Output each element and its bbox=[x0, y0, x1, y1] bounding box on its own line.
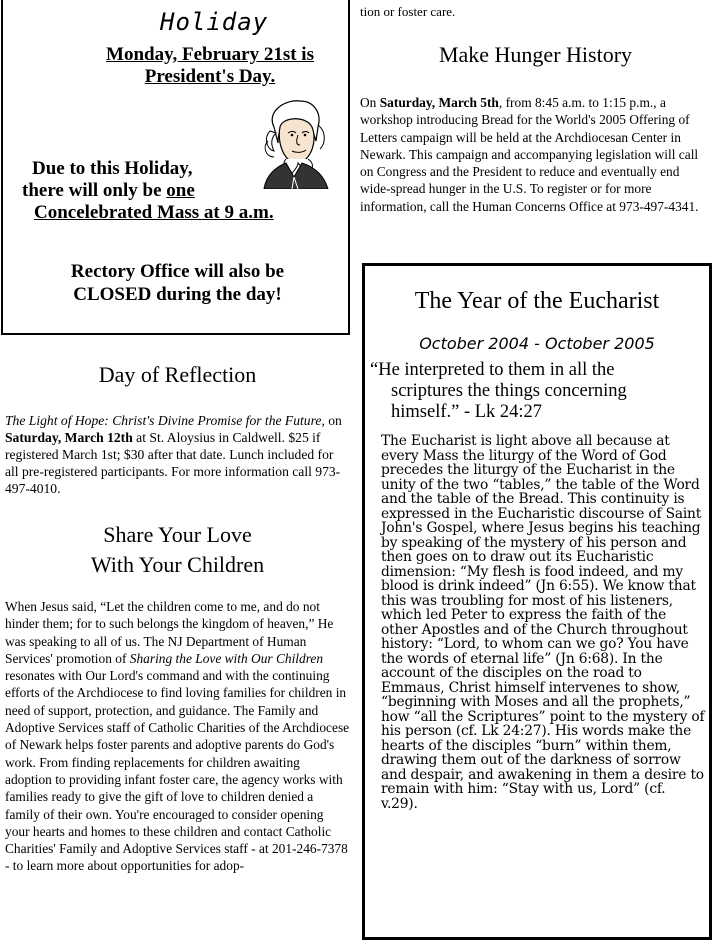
rectory-line1: Rectory Office will also be bbox=[70, 261, 285, 282]
hunger-on: On bbox=[360, 95, 380, 110]
holiday-notice-line2 bbox=[22, 180, 274, 202]
hunger-date: Saturday, March 5th bbox=[379, 95, 499, 110]
eucharist-dates: October 2004 - October 2005 bbox=[419, 334, 655, 353]
reflection-date: Saturday, March 12th bbox=[5, 430, 133, 445]
eucharist-quote-line2: scriptures the things concerning bbox=[391, 381, 627, 401]
share-body-a: When Jesus said, “Let the children come to me, and do not hinder them; for to such belongs the kingdom of heaven,” He was speaking to all of us. The NJ Department of Human Services' promotion of bbox=[5, 599, 334, 666]
hunger-body bbox=[360, 94, 710, 215]
rectory-notice bbox=[10, 260, 345, 306]
reflection-on: , on bbox=[321, 413, 342, 428]
reflection-body bbox=[5, 412, 350, 497]
holiday-date-line2: President's Day. bbox=[144, 66, 276, 87]
holiday-date-line1: Monday, February 21st is bbox=[106, 44, 314, 65]
share-body-b: resonates with Our Lord's command and with the continuing efforts of the Archdiocese to find loving families for children in need of support, protection, and guidance. The Family and Adoptive Services staff of Catholic Charities of the Archdiocese of Newark helps foster parents and adoptive parents do God's work. From finding replacements for children awaiting adoption to providing infant foster care, the agency works with families ready to give the gift of love to children denied a family of their own. You're encouraged to consider opening your hearts and homes to these children and contact Catholic Charities' Family and Adoptive Services staff - at 201-246-7378 - to learn more about opportunities for adop- bbox=[5, 668, 350, 874]
holiday-notice bbox=[22, 158, 274, 224]
eucharist-quote-line3: himself.” - Lk 24:27 bbox=[391, 402, 543, 422]
share-body bbox=[5, 598, 350, 875]
holiday-date bbox=[40, 44, 380, 88]
eucharist-quote bbox=[370, 360, 705, 423]
continued-text-fragment: tion or foster care. bbox=[360, 4, 456, 19]
share-title bbox=[0, 520, 355, 580]
hunger-title: Make Hunger History bbox=[438, 42, 633, 67]
eucharist-body: The Eucharist is light above all because at every Mass the liturgy of the Word of God precedes the liturgy of the Eucharist in the unity of the two “tables,” the table of the Word and the table of the Bread. This continuity is expressed in the Eucharistic discourse of Saint John's Gospel, where Jesus begins his teaching by speaking of the mystery of his person and then goes on to draw out its Eucharistic dimension: “My flesh is food indeed, and my blood is drink indeed” (Jn 6:55). We know that this was troubling for most of his listeners, which led Peter to express the faith of the other Apostles and of the Church throughout history: “Lord, to whom can we go? You have the words of eternal life” (Jn 6:68). In the account of the disciples on the road to Emmaus, Christ himself intervenes to show, “beginning with Moses and all the prophets,” how “all the Scriptures” point to the mystery of his person (cf. Lk 24:27). His words make the hearts of the disciples “burn” within them, drawing them out of the darkness of sorrow and despair, and awakening in them a desire to remain with him: “Stay with us, Lord” (cf. v.29). bbox=[381, 433, 705, 812]
share-title-line1: Share Your Love bbox=[103, 522, 252, 547]
reflection-event-name: The Light of Hope: Christ's Divine Promise for the Future bbox=[5, 413, 322, 428]
eucharist-quote-line1: “He interpreted to them in all the bbox=[370, 360, 615, 380]
holiday-notice-line1: Due to this Holiday, bbox=[32, 158, 193, 179]
rectory-line2: CLOSED during the day! bbox=[73, 284, 282, 305]
reflection-details: at St. Aloysius in Caldwell. $25 if registered March 1st; $30 after that date. Lunch included for all pre-registered participants. For more information call 973-497-4010. bbox=[5, 430, 341, 496]
share-title-line2: With Your Children bbox=[90, 552, 265, 577]
holiday-notice-line3: Concelebrated Mass at 9 a.m. bbox=[34, 202, 274, 223]
holiday-notice-one: one bbox=[166, 180, 195, 201]
share-program-name: Sharing the Love with Our Children bbox=[129, 650, 324, 666]
holiday-notice-text: there will only be bbox=[22, 180, 167, 201]
hunger-details: , from 8:45 a.m. to 1:15 p.m., a workshop introducing Bread for the World's 2005 Offering of Letters campaign will be held at the Archdiocesan Center in Newark. This campaign and accompanying legislation will call on Congress and the President to reduce and eventually end wide-spread hunger in the U.S. To register or for more information, call the Human Concerns Office at 973-497-4341. bbox=[360, 95, 699, 214]
reflection-title: Day of Reflection bbox=[98, 362, 257, 387]
holiday-title: Holiday bbox=[160, 8, 269, 36]
eucharist-title: The Year of the Eucharist bbox=[414, 288, 660, 314]
